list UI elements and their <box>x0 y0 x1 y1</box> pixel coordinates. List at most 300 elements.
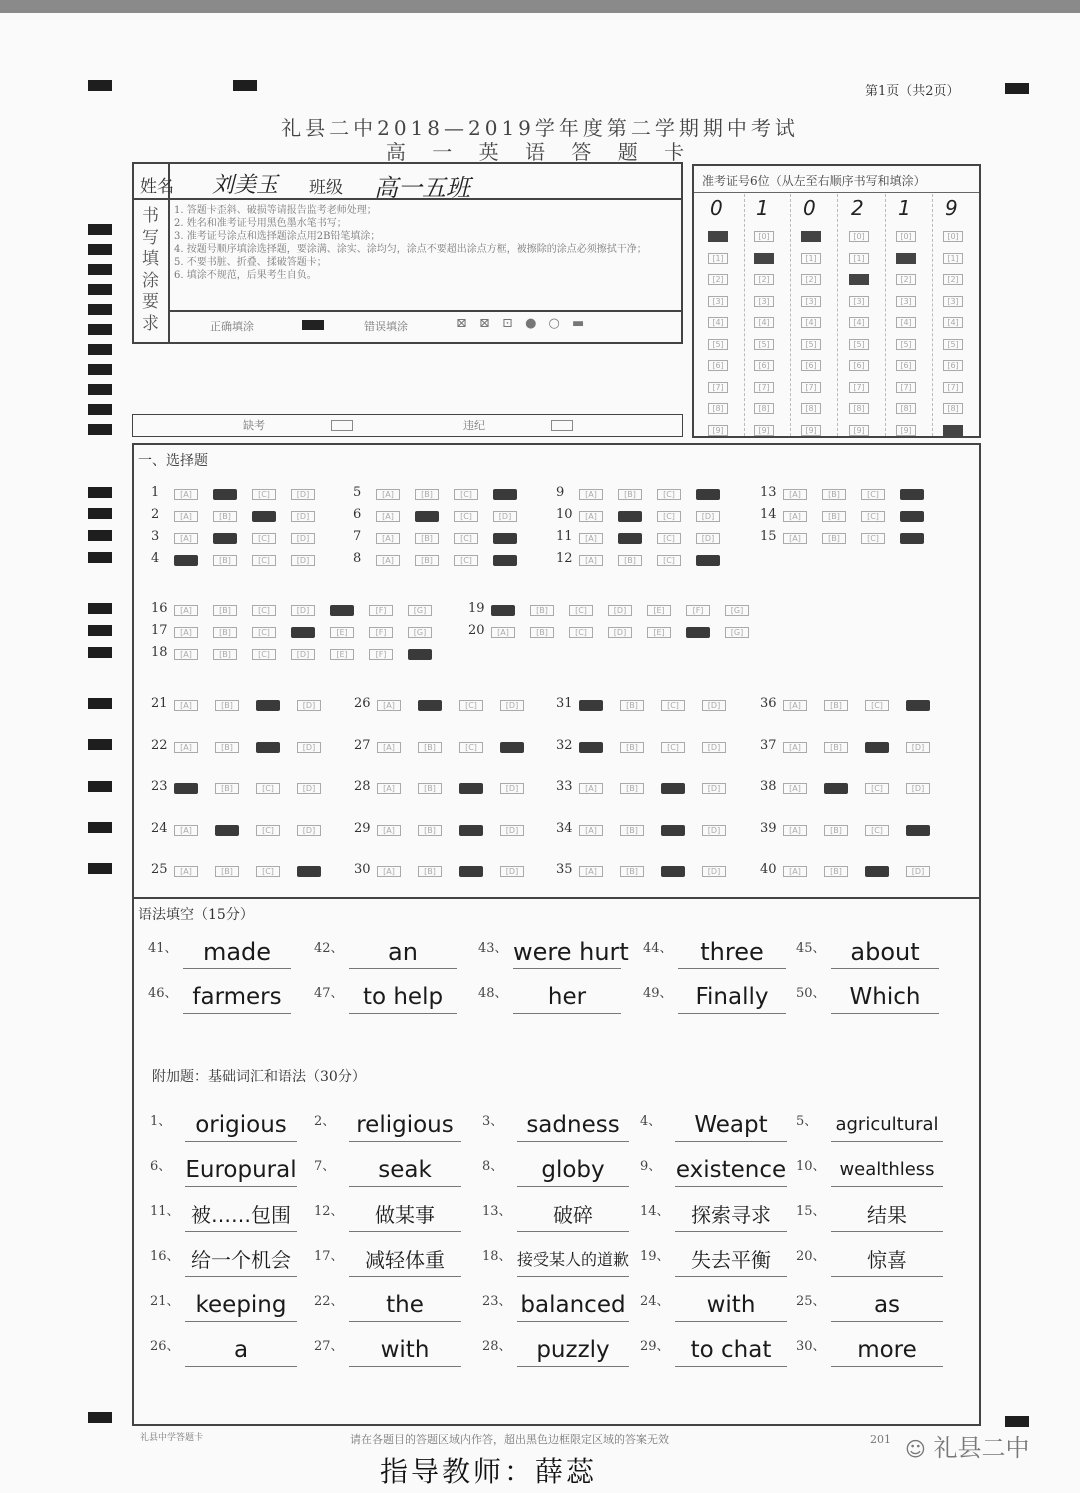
admission-bubble-6[interactable]: [6] <box>849 360 869 371</box>
answer-bubble-9-C[interactable]: [C] <box>657 489 681 500</box>
admission-bubble-1[interactable]: [1] <box>943 253 963 264</box>
answer-bubble-33-D[interactable]: [D] <box>702 783 726 794</box>
answer-bubble-32-B[interactable]: [B] <box>620 742 644 753</box>
admission-bubble-1[interactable]: [1] <box>849 253 869 264</box>
answer-bubble-30-A[interactable]: [A] <box>377 866 401 877</box>
answer-bubble-21-D[interactable]: [D] <box>297 700 321 711</box>
admission-bubble-1[interactable]: [1] <box>708 253 728 264</box>
answer-line[interactable]: 结果 <box>831 1198 943 1232</box>
answer-line[interactable]: to chat <box>675 1333 787 1367</box>
answer-line[interactable]: the <box>349 1288 461 1322</box>
answer-bubble-3-B[interactable] <box>213 533 237 544</box>
timing-mark <box>88 80 112 91</box>
answer-bubble-12-C[interactable]: [C] <box>657 555 681 566</box>
answer-bubble-4-B[interactable]: [B] <box>213 555 237 566</box>
answer-line[interactable]: wealthless <box>831 1153 943 1187</box>
admission-bubble-5[interactable]: [5] <box>896 339 916 350</box>
answer-line[interactable]: 探索寻求 <box>675 1198 787 1232</box>
answer-bubble-31-D[interactable]: [D] <box>702 700 726 711</box>
admission-bubble-4[interactable]: [4] <box>943 317 963 328</box>
timing-mark <box>88 344 112 355</box>
answer-bubble-24-C[interactable]: [C] <box>256 825 280 836</box>
answer-bubble-20-F[interactable] <box>686 627 710 638</box>
answer-bubble-3-A[interactable]: [A] <box>174 533 198 544</box>
answer-bubble-1-B[interactable] <box>213 489 237 500</box>
answer-bubble-28-C[interactable] <box>459 783 483 794</box>
answer-line[interactable]: 给一个机会 <box>185 1243 297 1277</box>
answer-bubble-37-D[interactable]: [D] <box>906 742 930 753</box>
answer-bubble-35-B[interactable]: [B] <box>620 866 644 877</box>
answer-bubble-25-A[interactable]: [A] <box>174 866 198 877</box>
answer-bubble-34-B[interactable]: [B] <box>620 825 644 836</box>
answer-bubble-35-D[interactable]: [D] <box>702 866 726 877</box>
answer-line[interactable]: puzzly <box>517 1333 629 1367</box>
answer-bubble-6-C[interactable]: [C] <box>454 511 478 522</box>
extra-title: 附加题：基础词汇和语法（30分） <box>152 1069 366 1085</box>
answer-line[interactable]: an <box>349 935 457 969</box>
answer-bubble-17-G[interactable]: [G] <box>408 627 432 638</box>
answer-bubble-1-C[interactable]: [C] <box>252 489 276 500</box>
answer-bubble-40-B[interactable]: [B] <box>824 866 848 877</box>
timing-mark <box>88 384 112 395</box>
admission-bubble-4[interactable]: [4] <box>849 317 869 328</box>
answer-bubble-23-B[interactable]: [B] <box>215 783 239 794</box>
answer-line[interactable]: farmers <box>183 980 291 1014</box>
answer-bubble-4-A[interactable] <box>174 555 198 566</box>
answer-line[interactable]: sadness <box>517 1108 629 1142</box>
answer-bubble-32-D[interactable]: [D] <box>702 742 726 753</box>
answer-bubble-6-D[interactable]: [D] <box>493 511 517 522</box>
answer-bubble-13-D[interactable] <box>900 489 924 500</box>
answer-bubble-31-A[interactable] <box>579 700 603 711</box>
answer-bubble-17-D[interactable] <box>291 627 315 638</box>
admission-bubble-7[interactable]: [7] <box>943 382 963 393</box>
answer-bubble-39-B[interactable]: [B] <box>824 825 848 836</box>
answer-bubble-20-A[interactable]: [A] <box>491 627 515 638</box>
answer-bubble-14-C[interactable]: [C] <box>861 511 885 522</box>
answer-bubble-18-B[interactable]: [B] <box>213 649 237 660</box>
admission-bubble-2[interactable] <box>849 274 869 285</box>
answer-bubble-27-B[interactable]: [B] <box>418 742 442 753</box>
admission-bubble-8[interactable]: [8] <box>708 403 728 414</box>
answer-bubble-20-G[interactable]: [G] <box>725 627 749 638</box>
answer-bubble-38-A[interactable]: [A] <box>783 783 807 794</box>
answer-line[interactable]: to help <box>349 980 457 1014</box>
answer-bubble-8-A[interactable]: [A] <box>376 555 400 566</box>
answer-bubble-16-E[interactable] <box>330 605 354 616</box>
item-number: 25、 <box>796 1294 826 1309</box>
answer-bubble-12-D[interactable] <box>696 555 720 566</box>
answer-bubble-40-C[interactable] <box>865 866 889 877</box>
admission-bubble-2[interactable]: [2] <box>801 274 821 285</box>
answer-bubble-30-C[interactable] <box>459 866 483 877</box>
answer-bubble-17-E[interactable]: [E] <box>330 627 354 638</box>
answer-bubble-9-D[interactable] <box>696 489 720 500</box>
answer-bubble-27-C[interactable]: [C] <box>459 742 483 753</box>
admission-bubble-8[interactable]: [8] <box>896 403 916 414</box>
answer-bubble-10-C[interactable]: [C] <box>657 511 681 522</box>
answer-bubble-20-C[interactable]: [C] <box>569 627 593 638</box>
admission-bubble-6[interactable]: [6] <box>896 360 916 371</box>
answer-bubble-33-B[interactable]: [B] <box>620 783 644 794</box>
answer-bubble-11-D[interactable]: [D] <box>696 533 720 544</box>
admission-bubble-4[interactable]: [4] <box>708 317 728 328</box>
answer-line[interactable]: her <box>513 980 621 1014</box>
admission-bubble-1[interactable]: [1] <box>801 253 821 264</box>
answer-bubble-33-C[interactable] <box>661 783 685 794</box>
answer-bubble-21-B[interactable]: [B] <box>215 700 239 711</box>
answer-bubble-29-C[interactable] <box>459 825 483 836</box>
admission-bubble-3[interactable]: [3] <box>801 296 821 307</box>
answer-bubble-33-A[interactable]: [A] <box>579 783 603 794</box>
admission-bubble-4[interactable]: [4] <box>801 317 821 328</box>
admission-bubble-5[interactable]: [5] <box>849 339 869 350</box>
answer-line[interactable]: about <box>831 935 939 969</box>
admission-bubble-2[interactable]: [2] <box>754 274 774 285</box>
answer-bubble-28-B[interactable]: [B] <box>418 783 442 794</box>
answer-bubble-5-B[interactable]: [B] <box>415 489 439 500</box>
timing-mark <box>88 304 112 315</box>
answer-bubble-17-A[interactable]: [A] <box>174 627 198 638</box>
answer-bubble-20-B[interactable]: [B] <box>530 627 554 638</box>
answer-bubble-9-A[interactable]: [A] <box>579 489 603 500</box>
answer-line[interactable]: Which <box>831 980 939 1014</box>
answer-bubble-36-A[interactable]: [A] <box>783 700 807 711</box>
answer-line[interactable]: 惊喜 <box>831 1243 943 1277</box>
admission-bubble-8[interactable]: [8] <box>754 403 774 414</box>
answer-line[interactable]: were hurt <box>513 935 621 969</box>
answer-bubble-31-C[interactable]: [C] <box>661 700 685 711</box>
admission-bubble-5[interactable]: [5] <box>708 339 728 350</box>
answer-line[interactable]: a <box>185 1333 297 1367</box>
answer-line[interactable]: with <box>349 1333 461 1367</box>
answer-bubble-8-C[interactable]: [C] <box>454 555 478 566</box>
answer-bubble-13-A[interactable]: [A] <box>783 489 807 500</box>
answer-line[interactable]: Europural <box>185 1153 297 1187</box>
answer-bubble-8-B[interactable]: [B] <box>415 555 439 566</box>
answer-bubble-23-A[interactable] <box>174 783 198 794</box>
answer-bubble-26-A[interactable]: [A] <box>377 700 401 711</box>
admission-bubble-6[interactable]: [6] <box>754 360 774 371</box>
answer-bubble-34-D[interactable]: [D] <box>702 825 726 836</box>
answer-bubble-10-B[interactable] <box>618 511 642 522</box>
answer-line[interactable]: origious <box>185 1108 297 1142</box>
answer-bubble-19-E[interactable]: [E] <box>647 605 671 616</box>
admission-bubble-9[interactable]: [9] <box>849 425 869 436</box>
answer-bubble-2-C[interactable] <box>252 511 276 522</box>
answer-line[interactable]: balanced <box>517 1288 629 1322</box>
answer-bubble-29-A[interactable]: [A] <box>377 825 401 836</box>
answer-bubble-19-C[interactable]: [C] <box>569 605 593 616</box>
answer-bubble-22-A[interactable]: [A] <box>174 742 198 753</box>
answer-bubble-30-D[interactable]: [D] <box>500 866 524 877</box>
answer-bubble-17-C[interactable]: [C] <box>252 627 276 638</box>
item-number: 20、 <box>796 1249 826 1264</box>
answer-bubble-15-D[interactable] <box>900 533 924 544</box>
admission-bubble-5[interactable]: [5] <box>943 339 963 350</box>
answer-bubble-25-C[interactable]: [C] <box>256 866 280 877</box>
admission-bubble-3[interactable]: [3] <box>754 296 774 307</box>
answer-bubble-36-B[interactable]: [B] <box>824 700 848 711</box>
answer-bubble-14-A[interactable]: [A] <box>783 511 807 522</box>
answer-bubble-11-C[interactable]: [C] <box>657 533 681 544</box>
admission-bubble-3[interactable]: [3] <box>849 296 869 307</box>
answer-bubble-15-C[interactable]: [C] <box>861 533 885 544</box>
answer-bubble-19-B[interactable]: [B] <box>530 605 554 616</box>
answer-bubble-15-B[interactable]: [B] <box>822 533 846 544</box>
answer-line[interactable]: religious <box>349 1108 461 1142</box>
admission-bubble-0[interactable]: [0] <box>849 231 869 242</box>
admission-bubble-8[interactable]: [8] <box>849 403 869 414</box>
answer-bubble-22-C[interactable] <box>256 742 280 753</box>
answer-bubble-39-A[interactable]: [A] <box>783 825 807 836</box>
answer-bubble-18-C[interactable]: [C] <box>252 649 276 660</box>
answer-line[interactable]: 失去平衡 <box>675 1243 787 1277</box>
answer-bubble-28-D[interactable]: [D] <box>500 783 524 794</box>
answer-line[interactable]: as <box>831 1288 943 1322</box>
answer-bubble-34-C[interactable] <box>661 825 685 836</box>
answer-bubble-14-D[interactable] <box>900 511 924 522</box>
admission-bubble-5[interactable]: [5] <box>754 339 774 350</box>
answer-line[interactable]: 做某事 <box>349 1198 461 1232</box>
answer-bubble-27-A[interactable]: [A] <box>377 742 401 753</box>
answer-bubble-7-A[interactable]: [A] <box>376 533 400 544</box>
answer-bubble-13-B[interactable]: [B] <box>822 489 846 500</box>
answer-line[interactable]: agricultural <box>831 1108 943 1142</box>
answer-bubble-18-G[interactable] <box>408 649 432 660</box>
answer-line[interactable]: 破碎 <box>517 1198 629 1232</box>
answer-line[interactable]: made <box>183 935 291 969</box>
admission-bubble-7[interactable]: [7] <box>896 382 916 393</box>
answer-bubble-2-D[interactable]: [D] <box>291 511 315 522</box>
watermark <box>905 1428 1030 1463</box>
admission-bubble-2[interactable]: [2] <box>943 274 963 285</box>
answer-bubble-31-B[interactable]: [B] <box>620 700 644 711</box>
question-number: 11 <box>556 529 573 544</box>
answer-bubble-39-C[interactable]: [C] <box>865 825 889 836</box>
admission-bubble-9[interactable]: [9] <box>708 425 728 436</box>
answer-bubble-37-B[interactable]: [B] <box>824 742 848 753</box>
admission-bubble-2[interactable]: [2] <box>708 274 728 285</box>
answer-bubble-24-A[interactable]: [A] <box>174 825 198 836</box>
answer-bubble-37-A[interactable]: [A] <box>783 742 807 753</box>
answer-bubble-26-D[interactable]: [D] <box>500 700 524 711</box>
answer-bubble-13-C[interactable]: [C] <box>861 489 885 500</box>
answer-bubble-3-D[interactable]: [D] <box>291 533 315 544</box>
admission-bubble-0[interactable] <box>801 231 821 242</box>
answer-bubble-35-A[interactable]: [A] <box>579 866 603 877</box>
answer-bubble-9-B[interactable]: [B] <box>618 489 642 500</box>
answer-bubble-18-F[interactable]: [F] <box>369 649 393 660</box>
admission-bubble-9[interactable]: [9] <box>896 425 916 436</box>
answer-bubble-4-C[interactable]: [C] <box>252 555 276 566</box>
answer-bubble-22-B[interactable]: [B] <box>215 742 239 753</box>
answer-bubble-16-G[interactable]: [G] <box>408 605 432 616</box>
answer-bubble-1-D[interactable]: [D] <box>291 489 315 500</box>
answer-line[interactable]: more <box>831 1333 943 1367</box>
admission-bubble-1[interactable] <box>896 253 916 264</box>
answer-line[interactable]: 被……包围 <box>185 1198 297 1232</box>
answer-bubble-19-G[interactable]: [G] <box>725 605 749 616</box>
answer-bubble-2-B[interactable]: [B] <box>213 511 237 522</box>
answer-bubble-17-F[interactable]: [F] <box>369 627 393 638</box>
answer-bubble-17-B[interactable]: [B] <box>213 627 237 638</box>
answer-bubble-37-C[interactable] <box>865 742 889 753</box>
answer-bubble-19-D[interactable]: [D] <box>608 605 632 616</box>
answer-bubble-4-D[interactable]: [D] <box>291 555 315 566</box>
answer-bubble-29-D[interactable]: [D] <box>500 825 524 836</box>
admission-bubble-3[interactable]: [3] <box>708 296 728 307</box>
answer-bubble-26-B[interactable] <box>418 700 442 711</box>
answer-bubble-40-A[interactable]: [A] <box>783 866 807 877</box>
item-number: 45、 <box>796 941 826 956</box>
answer-bubble-25-B[interactable]: [B] <box>215 866 239 877</box>
admission-bubble-9[interactable]: [9] <box>754 425 774 436</box>
answer-bubble-32-A[interactable] <box>579 742 603 753</box>
answer-bubble-18-A[interactable]: [A] <box>174 649 198 660</box>
answer-bubble-11-A[interactable]: [A] <box>579 533 603 544</box>
admission-digit: 1 <box>756 196 769 220</box>
answer-bubble-22-D[interactable]: [D] <box>297 742 321 753</box>
answer-bubble-1-A[interactable]: [A] <box>174 489 198 500</box>
violation-checkbox[interactable] <box>551 420 573 431</box>
answer-bubble-27-D[interactable] <box>500 742 524 753</box>
admission-bubble-7[interactable]: [7] <box>801 382 821 393</box>
answer-bubble-25-D[interactable] <box>297 866 321 877</box>
answer-bubble-18-E[interactable]: [E] <box>330 649 354 660</box>
answer-bubble-10-D[interactable]: [D] <box>696 511 720 522</box>
item-number: 42、 <box>314 941 344 956</box>
admission-bubble-5[interactable]: [5] <box>801 339 821 350</box>
answer-bubble-20-D[interactable]: [D] <box>608 627 632 638</box>
answer-bubble-38-D[interactable]: [D] <box>906 783 930 794</box>
answer-bubble-19-A[interactable] <box>491 605 515 616</box>
question-number: 33 <box>556 779 573 794</box>
answer-bubble-3-C[interactable]: [C] <box>252 533 276 544</box>
answer-line[interactable]: 减轻体重 <box>349 1243 461 1277</box>
answer-bubble-39-D[interactable] <box>906 825 930 836</box>
answer-bubble-19-F[interactable]: [F] <box>686 605 710 616</box>
answer-bubble-7-C[interactable]: [C] <box>454 533 478 544</box>
item-number: 21、 <box>150 1294 180 1309</box>
timing-mark <box>88 508 112 519</box>
answer-bubble-38-C[interactable]: [C] <box>865 783 889 794</box>
answer-bubble-38-B[interactable] <box>824 783 848 794</box>
answer-bubble-16-C[interactable]: [C] <box>252 605 276 616</box>
answer-bubble-10-A[interactable]: [A] <box>579 511 603 522</box>
answer-bubble-12-B[interactable]: [B] <box>618 555 642 566</box>
admission-bubble-6[interactable]: [6] <box>708 360 728 371</box>
answer-line[interactable]: Weapt <box>675 1108 787 1142</box>
answer-bubble-8-D[interactable] <box>493 555 517 566</box>
admission-bubble-3[interactable]: [3] <box>896 296 916 307</box>
item-number: 14、 <box>640 1204 670 1219</box>
answer-bubble-5-C[interactable]: [C] <box>454 489 478 500</box>
admission-bubble-3[interactable]: [3] <box>943 296 963 307</box>
answer-line[interactable]: three <box>678 935 786 969</box>
answer-bubble-6-B[interactable] <box>415 511 439 522</box>
answer-bubble-16-B[interactable]: [B] <box>213 605 237 616</box>
admission-bubble-7[interactable]: [7] <box>754 382 774 393</box>
answer-line[interactable]: keeping <box>185 1288 297 1322</box>
answer-bubble-18-D[interactable]: [D] <box>291 649 315 660</box>
answer-line[interactable]: globy <box>517 1153 629 1187</box>
answer-line[interactable]: seak <box>349 1153 461 1187</box>
admission-bubble-7[interactable]: [7] <box>708 382 728 393</box>
answer-bubble-15-A[interactable]: [A] <box>783 533 807 544</box>
answer-bubble-20-E[interactable]: [E] <box>647 627 671 638</box>
answer-bubble-14-B[interactable]: [B] <box>822 511 846 522</box>
admission-bubble-4[interactable]: [4] <box>754 317 774 328</box>
answer-bubble-5-D[interactable] <box>493 489 517 500</box>
answer-bubble-24-B[interactable] <box>215 825 239 836</box>
answer-bubble-40-D[interactable]: [D] <box>906 866 930 877</box>
absent-checkbox[interactable] <box>331 420 353 431</box>
answer-bubble-16-A[interactable]: [A] <box>174 605 198 616</box>
admission-bubble-2[interactable]: [2] <box>896 274 916 285</box>
admission-bubble-0[interactable]: [0] <box>943 231 963 242</box>
answer-bubble-7-D[interactable] <box>493 533 517 544</box>
answer-line[interactable]: 接受某人的道歉 <box>517 1243 629 1277</box>
answer-bubble-36-D[interactable] <box>906 700 930 711</box>
answer-bubble-7-B[interactable]: [B] <box>415 533 439 544</box>
answer-bubble-16-D[interactable]: [D] <box>291 605 315 616</box>
answer-bubble-16-F[interactable]: [F] <box>369 605 393 616</box>
answer-bubble-23-D[interactable]: [D] <box>297 783 321 794</box>
answer-bubble-28-A[interactable]: [A] <box>377 783 401 794</box>
answer-line[interactable]: existence <box>675 1153 787 1187</box>
admission-bubble-8[interactable]: [8] <box>943 403 963 414</box>
answer-line[interactable]: Finally <box>678 980 786 1014</box>
answer-bubble-26-C[interactable]: [C] <box>459 700 483 711</box>
answer-bubble-35-C[interactable] <box>661 866 685 877</box>
admission-bubble-6[interactable]: [6] <box>943 360 963 371</box>
answer-bubble-21-A[interactable]: [A] <box>174 700 198 711</box>
rule-item: 4. 按题号顺序填涂选择题，要涂满、涂实、涂均匀，涂点不要超出涂点方框，被擦除的涂点必须擦拭干净； <box>174 244 647 255</box>
question-number: 8 <box>353 551 362 566</box>
item-number: 16、 <box>150 1249 180 1264</box>
answer-bubble-6-A[interactable]: [A] <box>376 511 400 522</box>
rule-item: 1. 答题卡歪斜、破损等请报告监考老师处理； <box>174 205 377 216</box>
answer-bubble-34-A[interactable]: [A] <box>579 825 603 836</box>
question-number: 27 <box>354 737 371 753</box>
answer-bubble-2-A[interactable]: [A] <box>174 511 198 522</box>
admission-bubble-9[interactable]: [9] <box>801 425 821 436</box>
item-number: 24、 <box>640 1294 670 1309</box>
question-number: 12 <box>556 551 573 566</box>
answer-bubble-23-C[interactable]: [C] <box>256 783 280 794</box>
answer-bubble-11-B[interactable] <box>618 533 642 544</box>
answer-bubble-21-C[interactable] <box>256 700 280 711</box>
admission-bubble-8[interactable]: [8] <box>801 403 821 414</box>
admission-bubble-9[interactable] <box>943 425 963 436</box>
admission-bubble-0[interactable] <box>708 231 728 242</box>
answer-line[interactable]: with <box>675 1288 787 1322</box>
answer-bubble-12-A[interactable]: [A] <box>579 555 603 566</box>
answer-bubble-30-B[interactable]: [B] <box>418 866 442 877</box>
answer-bubble-29-B[interactable]: [B] <box>418 825 442 836</box>
answer-bubble-24-D[interactable]: [D] <box>297 825 321 836</box>
answer-bubble-36-C[interactable]: [C] <box>865 700 889 711</box>
admission-bubble-4[interactable]: [4] <box>896 317 916 328</box>
answer-bubble-5-A[interactable]: [A] <box>376 489 400 500</box>
admission-bubble-0[interactable]: [0] <box>754 231 774 242</box>
admission-bubble-7[interactable]: [7] <box>849 382 869 393</box>
admission-bubble-6[interactable]: [6] <box>801 360 821 371</box>
admission-bubble-1[interactable] <box>754 253 774 264</box>
admission-bubble-0[interactable]: [0] <box>896 231 916 242</box>
answer-bubble-32-C[interactable]: [C] <box>661 742 685 753</box>
